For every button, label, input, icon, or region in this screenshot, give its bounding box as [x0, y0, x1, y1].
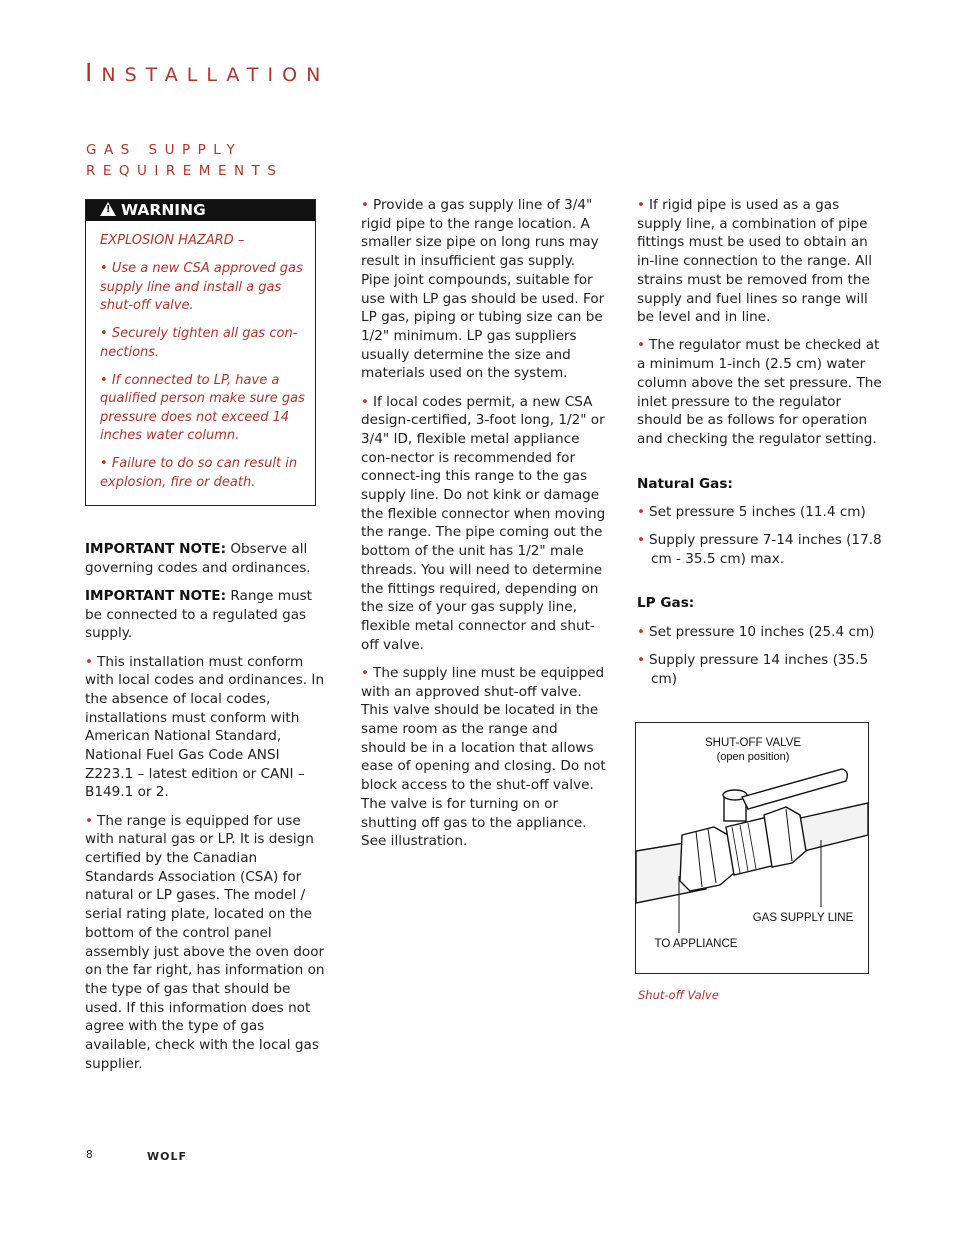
- warning-item: • Use a new CSA approved gas supply line and install a gas shut-off valve.: [100, 261, 303, 314]
- list-item: • This installation must conform with local codes and ordinances. In the absence of local codes, installations must conform with American National Standard, National Fuel Gas Code ANSI Z223.1 – latest edition or CANI – B149.1 or 2.: [85, 653, 325, 801]
- list-item: • Set pressure 5 inches (11.4 cm): [637, 503, 866, 520]
- warning-item: • If connected to LP, have a qualified person make sure gas pressure does not exceed 14 inches water column.: [100, 372, 305, 444]
- label-open-position: (open position): [716, 751, 790, 763]
- label-gas-supply-line: GAS SUPPLY LINE: [752, 912, 854, 924]
- list-item: • Set pressure 10 inches (25.4 cm): [637, 623, 875, 640]
- column-1: [85, 540, 330, 1083]
- warning-item: • Failure to do so can result in explosion, fire or death.: [100, 456, 298, 490]
- label-to-appliance: TO APPLIANCE: [654, 938, 738, 950]
- left-nut: [680, 827, 734, 891]
- right-nut: [764, 807, 806, 867]
- warning-hazard: EXPLOSION HAZARD –: [100, 233, 245, 248]
- warning-box: [85, 199, 316, 506]
- pipe-right: [796, 803, 868, 851]
- page-number: 8: [86, 1149, 93, 1161]
- page-title: [85, 58, 329, 87]
- warning-item: • Securely tighten all gas con-nections.: [100, 326, 298, 360]
- warning-header: [86, 200, 315, 221]
- lp-gas-heading: LP Gas:: [637, 595, 695, 612]
- wolf-logo: WOLF: [147, 1150, 188, 1163]
- valve-handle: [742, 769, 847, 809]
- warning-triangle-icon: !: [100, 202, 116, 216]
- list-item: • Supply pressure 7-14 inches (17.8 cm - 35.5 cm) max.: [637, 532, 882, 567]
- label-shut-off-valve: SHUT-OFF VALVE: [704, 737, 802, 749]
- page-title-initial: I: [85, 58, 102, 87]
- important-note-1: IMPORTANT NOTE: Observe all governing codes and ordinances.: [85, 541, 311, 576]
- natural-gas-heading: Natural Gas:: [637, 475, 733, 492]
- shut-off-valve-figure: [635, 722, 869, 974]
- important-note-2: IMPORTANT NOTE: Range must be connected to a regulated gas supply.: [85, 587, 313, 642]
- section-heading-line2: REQUIREMENTS: [86, 163, 284, 179]
- list-item: • The range is equipped for use with natural gas or LP. It is design certified by the Canadian Standards Association (CSA) for natural or LP gases. The model / serial rating plate, located on the bottom of the control panel assembly just above the oven door on the far right, has information on the type of gas that should be used. If this information does not agree with the type of gas available, check with the local gas supplier.: [85, 812, 325, 1072]
- list-item: • If rigid pipe is used as a gas supply line, a combination of pipe fittings must be used to obtain an in-line connection to the range. All strains must be removed from the supply and fuel lines so range will be level and in line.: [637, 197, 872, 326]
- warning-body: [100, 232, 305, 502]
- column-2: [361, 196, 606, 860]
- section-heading: [86, 140, 283, 182]
- list-item: • The supply line must be equipped with an approved shut-off valve. This valve should be located in the same room as the range and should be in a location that allows ease of opening and closing. Do not block access to the shut-off valve. The valve is for turning on or shutting off gas to the appliance. See illustration.: [361, 664, 606, 850]
- list-item: • The regulator must be checked at a minimum 1-inch (2.5 cm) water column above the set pressure. The inlet pressure to the regulator should be as follows for operation and checking the regulator setting.: [637, 337, 882, 447]
- list-item: • Provide a gas supply line of 3/4" rigid pipe to the range location. A smaller size pipe on long runs may result in insufficient gas supply. Pipe joint compounds, suitable for use with LP gas should be used. For LP gas, piping or tubing size can be 1/2" minimum. LP gas suppliers usually determine the size and materials used on the system.: [361, 197, 605, 382]
- warning-label: WARNING: [121, 201, 206, 219]
- figure-caption: Shut-off Valve: [638, 988, 719, 1002]
- list-item: • Supply pressure 14 inches (35.5 cm): [637, 651, 869, 687]
- section-heading-line1: GAS SUPPLY: [86, 142, 243, 158]
- valve-illustration: [636, 723, 868, 973]
- column-3: [637, 196, 884, 698]
- page-title-rest: NSTALLATION: [101, 64, 330, 86]
- list-item: • If local codes permit, a new CSA design-certified, 3-foot long, 1/2" or 3/4" ID, flexible metal appliance con-nector is recommended for connect-ing this range to the gas supply line. Do not kink or damage the flexible connector when moving the range. The pipe coming out the bottom of the unit has 1/2" male threads. You will need to determine the fittings required, depending on the size of your gas supply line, flexible metal connector and shut-off valve.: [361, 393, 606, 653]
